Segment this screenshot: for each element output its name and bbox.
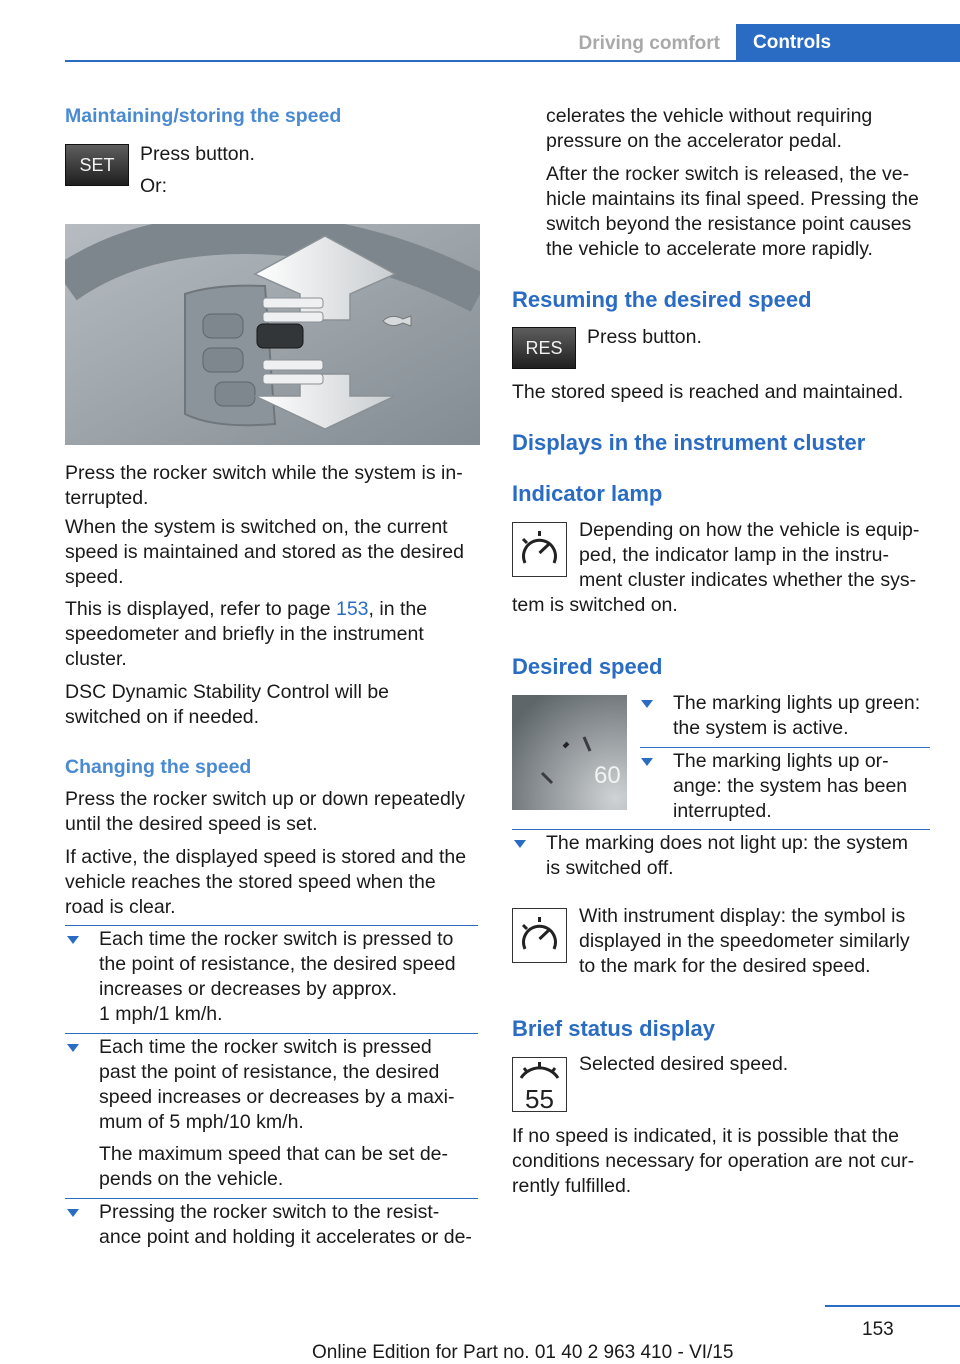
list-item: The marking does not light up: the system is switched off. xyxy=(546,832,909,879)
bullet-triangle-icon xyxy=(67,1209,79,1217)
paragraph-no-speed: If no speed is indicated, it is possible that the conditions necessary for operation are not cur- rently fulfilled. xyxy=(512,1125,915,1197)
bullet-triangle-icon xyxy=(641,700,653,708)
list-item: Pressing the rocker switch to the resist- ance point and holding it accelerates or de- xyxy=(99,1201,472,1248)
list-item-continued-note: After the rocker switch is released, the ve- hicle maintains its final speed. Pressing the switch beyond the resistance point causes the vehicle to accelerate more rapidly. xyxy=(546,163,919,260)
paragraph-if-active: If active, the displayed speed is stored and the vehicle reaches the stored speed when the road is clear. xyxy=(65,846,467,918)
list-divider xyxy=(65,1198,478,1199)
speedometer-value: 60 xyxy=(594,762,621,789)
list-divider xyxy=(65,925,478,926)
page-number: 153 xyxy=(862,1319,894,1340)
footer-rule xyxy=(825,1305,960,1307)
cruise-control-indicator-icon xyxy=(512,522,567,577)
list-divider xyxy=(640,747,930,748)
cruise-control-symbol-icon xyxy=(512,908,567,963)
brief-status-speed-icon xyxy=(512,1057,567,1112)
list-item: The marking lights up or- ange: the system has been interrupted. xyxy=(673,750,908,822)
or-text: Or: xyxy=(140,175,168,197)
speedometer-marking-image xyxy=(512,695,627,810)
set-button-icon: SET xyxy=(65,144,129,186)
res-button-icon: RES xyxy=(512,327,576,369)
heading-resuming-speed: Resuming the desired speed xyxy=(512,287,812,312)
heading-maintaining-speed: Maintaining/storing the speed xyxy=(65,105,342,127)
heading-desired-speed: Desired speed xyxy=(512,654,663,679)
paragraph-system-on: When the system is switched on, the current speed is maintained and stored as the desired speed. xyxy=(65,516,464,588)
heading-changing-speed: Changing the speed xyxy=(65,756,252,778)
list-divider xyxy=(65,1033,478,1034)
list-item-note: The maximum speed that can be set de- pends on the vehicle. xyxy=(99,1143,449,1190)
press-button-text: Press button. xyxy=(140,143,255,165)
header-section-title: Driving comfort xyxy=(578,33,720,54)
header-chapter-tab[interactable]: Controls xyxy=(736,24,960,62)
bullet-triangle-icon xyxy=(514,840,526,848)
header-rule xyxy=(65,60,960,62)
list-item: Each time the rocker switch is pressed to the point of resistance, the desired speed increases or decreases by approx. 1 mph/1 km/h. xyxy=(99,928,456,1025)
footer-edition-text: Online Edition for Part no. 01 40 2 963 410 - VI/15 xyxy=(312,1342,734,1363)
heading-displays-cluster: Displays in the instrument cluster xyxy=(512,430,866,455)
paragraph-indicator-end: tem is switched on. xyxy=(512,594,678,616)
press-button-text: Press button. xyxy=(587,326,702,348)
paragraph-press-up-down: Press the rocker switch up or down repeatedly until the desired speed is set. xyxy=(65,788,465,835)
paragraph-stored-speed: The stored speed is reached and maintained. xyxy=(512,381,904,403)
paragraph-instrument-display: With instrument display: the symbol is displayed in the speedometer similarly to the mark for the desired speed. xyxy=(579,905,910,977)
list-item-continued: celerates the vehicle without requiring pressure on the accelerator pedal. xyxy=(546,105,873,152)
paragraph-selected-speed: Selected desired speed. xyxy=(579,1053,789,1075)
bullet-triangle-icon xyxy=(67,1044,79,1052)
heading-indicator-lamp: Indicator lamp xyxy=(512,481,663,506)
paragraph-displayed: This is displayed, refer to page 153, in the speedometer and briefly in the instrument cluster. xyxy=(65,598,428,670)
heading-brief-status: Brief status display xyxy=(512,1016,715,1041)
paragraph-indicator-lamp: Depending on how the vehicle is equip- ped, the indicator lamp in the instru- ment cluster indicates whether the sys- xyxy=(579,519,920,591)
steering-wheel-rocker-switch-image xyxy=(65,224,480,445)
page-reference-link[interactable]: 153 xyxy=(335,598,369,620)
paragraph-dsc: DSC Dynamic Stability Control will be switched on if needed. xyxy=(65,681,390,728)
bullet-triangle-icon xyxy=(67,936,79,944)
list-divider xyxy=(512,829,930,830)
list-item: Each time the rocker switch is pressed past the point of resistance, the desired speed increases or decreases by a maxi- mum of 5 mph/10 km/h. xyxy=(99,1036,455,1133)
paragraph-rocker-interrupted: Press the rocker switch while the system is in- terrupted. xyxy=(65,462,463,509)
bullet-triangle-icon xyxy=(641,758,653,766)
brief-status-value: 55 xyxy=(525,1084,554,1111)
list-item: The marking lights up green: the system is active. xyxy=(673,692,921,739)
